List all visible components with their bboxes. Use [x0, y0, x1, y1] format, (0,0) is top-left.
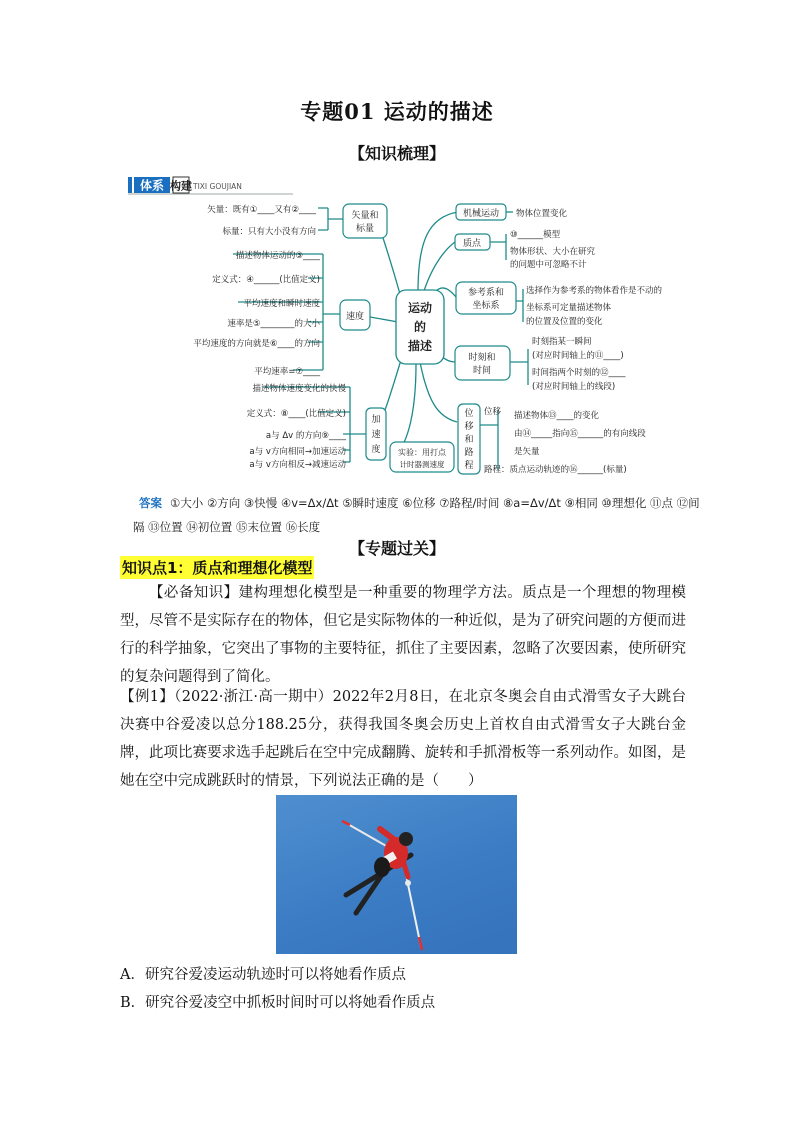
disp-item: 描述物体⑬____的变化: [514, 411, 600, 421]
particle-item: 物体形状、大小在研究: [510, 247, 596, 257]
frame-node-label-1: 参考系和: [467, 288, 505, 298]
branch-velocity: [193, 250, 370, 377]
necessary-knowledge-text: 【必备知识】建构理想化模型是一种重要的物理学方法。质点是一个理想的物理模型，尽管不是实际存在的物体，但它是实际物体的一种近似，是为了研究问题的方便而进行的科学抽象，它突出了事物的主要特征，抓住了主要因素，忽略了次要因素，使所研究的复杂问题得到了简化。: [120, 585, 686, 685]
answer-line-2: 隔 ⑬位置 ⑭初位置 ⑮末位置 ⑯长度: [133, 520, 321, 534]
velocity-item: 速率是⑤________的大小: [227, 319, 320, 329]
knowledge-paragraph: [120, 579, 686, 691]
velocity-node-label: 速度: [345, 312, 365, 322]
scalar-item: 标量：只有大小没有方向: [222, 227, 316, 237]
option-b: B．研究谷爱凌空中抓板时间时可以将她看作质点: [120, 995, 436, 1011]
velocity-item: 定义式：④______(比值定义): [212, 275, 320, 285]
mech-item: 物体位置变化: [516, 209, 568, 219]
example-1-text: 【例1】（2022·浙江·高一期中）2022年2月8日，在北京冬奥会自由式滑雪女子大跳台决赛中谷爱凌以总分188.25分，获得我国冬奥会历史上首枚自由式滑雪女子大跳台金牌，此项比赛要求选手起跳后在空中完成翻腾、旋转和手抓滑板等一系列动作。如图，是她在空中完成跳跃时的情景，下列说法正确的是（ ）: [120, 689, 686, 789]
disp-node-label: 路: [464, 448, 474, 458]
time-node-label-1: 时刻和: [468, 353, 496, 363]
accel-item: 描述物体速度变化的快慢: [252, 384, 346, 394]
branch-reference-frame: [456, 282, 663, 327]
branch-acceleration: [247, 383, 386, 470]
knowledge-point-title: 知识点1：质点和理想化模型: [120, 556, 314, 579]
disp-node-label: 移: [464, 422, 474, 432]
branch-displacement: [458, 404, 646, 475]
branch-experiment: [390, 442, 454, 472]
frame-item: 选择作为参考系的物体看作是不动的: [526, 286, 663, 296]
particle-node-label: 质点: [462, 239, 482, 249]
center-label-1: 运动: [407, 301, 433, 315]
banner: [128, 177, 293, 194]
skier-photo: [276, 795, 517, 954]
time-item: (对应时间轴上的线段): [532, 382, 616, 392]
velocity-item: 平均速率=⑦____: [254, 367, 320, 377]
frame-item: 坐标系可定量描述物体: [526, 303, 612, 313]
accel-node-label-3: 度: [371, 445, 381, 455]
vector-node-label-1: 矢量和: [351, 211, 379, 221]
disp-item: 由⑭_____指向⑮______的有向线段: [514, 429, 646, 439]
disp-node-label: 位: [464, 409, 474, 419]
accel-item: a与 v方向相反→减速运动: [249, 460, 346, 470]
section-heading-knowledge: 【知识梳理】: [348, 144, 445, 163]
experiment-label-1: 实验：用打点: [398, 448, 446, 457]
page-title: 专题01 运动的描述: [300, 99, 494, 124]
section-heading-practice: 【专题过关】: [348, 539, 445, 558]
center-label-2: 的: [413, 320, 427, 334]
vector-item: 矢量：既有①____又有②____: [207, 205, 316, 215]
time-item: (对应时间轴上的⑪____): [532, 351, 624, 361]
disp-node-label: 程: [464, 461, 474, 471]
frame-node-label-2: 坐标系: [472, 301, 500, 311]
velocity-item: 描述物体运动的③____: [235, 251, 320, 261]
experiment-label-2: 计时器测速度: [399, 460, 445, 469]
velocity-item: 平均速度和瞬时速度: [243, 299, 320, 309]
disp-item: 是矢量: [514, 447, 540, 457]
answer-key: [133, 488, 779, 534]
vector-node-label-2: 标量: [355, 224, 375, 234]
center-label-3: 描述: [407, 339, 433, 353]
time-node-label-2: 时间: [472, 366, 492, 376]
accel-node-label-2: 速: [371, 430, 381, 440]
accel-item: 定义式：⑧____(比值定义): [246, 409, 346, 419]
accel-item: a与 Δv 的方向⑨____: [265, 431, 346, 441]
answer-line-1: ①大小 ②方向 ③快慢 ④v=Δx/Δt ⑤瞬时速度 ⑥位移 ⑦路程/时间 ⑧a=Δv/Δt ⑨相同 ⑩理想化 ⑪点 ⑫间: [170, 496, 700, 510]
particle-item: ⑩______模型: [510, 230, 561, 240]
branch-time: [455, 336, 626, 392]
path-item: 路程：质点运动轨迹的⑯______(标量): [484, 465, 627, 475]
particle-item: 的问题中可忽略不计: [510, 260, 587, 270]
disp-node-label: 和: [464, 435, 474, 445]
banner-box-text: 体系: [139, 178, 165, 193]
frame-item: 的位置及位置的变化: [526, 317, 603, 327]
time-item: 时间指两个时刻的⑫____: [532, 368, 626, 378]
answer-label: 答案: [139, 496, 162, 510]
time-item: 时刻指某一瞬间: [532, 337, 592, 347]
accel-item: a与 v方向相同→加速运动: [249, 447, 346, 457]
example-1: [120, 683, 686, 795]
option-a: A．研究谷爱凌运动轨迹时可以将她看作质点: [120, 967, 406, 983]
mech-node-label: 机械运动: [462, 209, 500, 219]
banner-chars: 构建: [170, 179, 192, 193]
branch-particle: [455, 229, 596, 270]
disp-sub-label: 位移: [484, 407, 502, 417]
skier-figure: [276, 795, 517, 954]
banner-pinyin: TIXI GOUJIAN: [193, 182, 242, 191]
velocity-item: 平均速度的方向就是⑥____的方向: [193, 339, 320, 349]
accel-node-label-1: 加: [371, 415, 381, 425]
branch-vector-scalar: [207, 204, 387, 238]
center-node: [396, 290, 444, 364]
knowledge-mindmap: [118, 172, 708, 482]
